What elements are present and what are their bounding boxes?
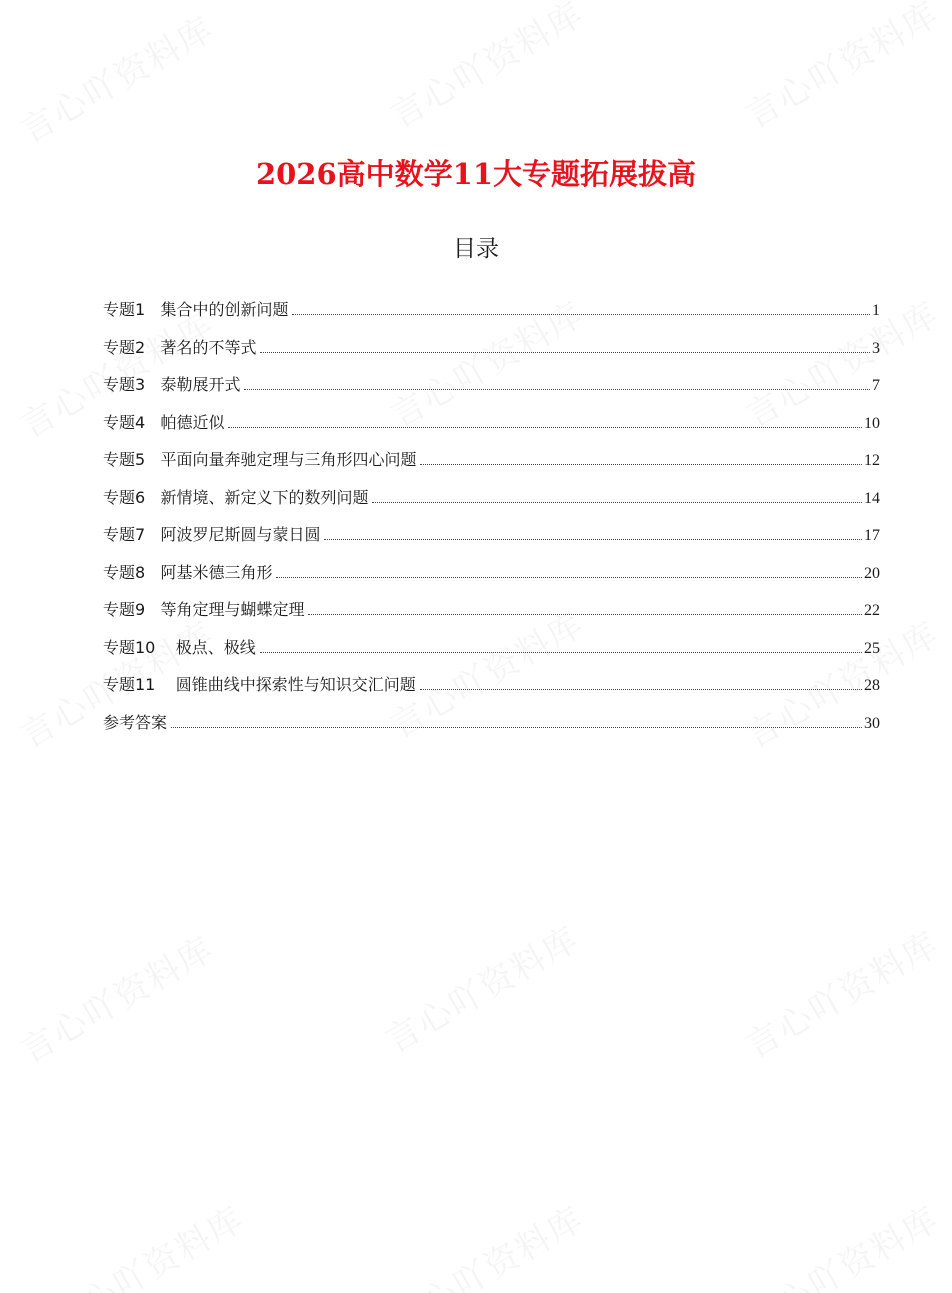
toc-entry[interactable] — [103, 449, 880, 487]
toc-entry-label: 专题10 极点、极线 — [103, 637, 256, 657]
toc-entry[interactable] — [103, 562, 880, 600]
toc-entry-label: 参考答案 — [103, 712, 168, 732]
toc-entry[interactable] — [103, 674, 880, 712]
toc-entry-label: 专题11 圆锥曲线中探索性与知识交汇问题 — [103, 675, 416, 694]
toc-dot-leader — [420, 463, 862, 465]
toc-dot-leader — [171, 726, 862, 728]
toc-dot-leader — [372, 501, 862, 503]
toc-dot-leader — [420, 688, 862, 690]
watermark — [375, 912, 587, 1062]
toc-entry-page: 30 — [864, 714, 880, 732]
watermark — [735, 917, 947, 1067]
toc-entry[interactable] — [103, 599, 880, 637]
watermark — [380, 0, 592, 137]
toc-entry[interactable] — [103, 637, 880, 675]
toc-entry-label: 专题1 集合中的创新问题 — [103, 300, 289, 319]
toc-entry-page: 7 — [872, 377, 880, 394]
toc-entry[interactable] — [103, 524, 880, 562]
watermark — [10, 922, 222, 1072]
watermark — [735, 0, 947, 137]
toc-dot-leader — [324, 538, 862, 540]
toc-entry-label: 专题4 帕德近似 — [103, 412, 225, 432]
toc-entry-page: 20 — [864, 564, 880, 582]
toc-entry-page: 3 — [872, 339, 880, 357]
toc-dot-leader — [276, 576, 862, 578]
toc-entry-label: 专题6 新情境、新定义下的数列问题 — [103, 487, 369, 507]
toc-entry-page: 25 — [864, 639, 880, 657]
toc-dot-leader — [308, 613, 862, 615]
toc-entry[interactable] — [103, 337, 880, 375]
toc-entry[interactable] — [103, 299, 880, 337]
toc-dot-leader — [260, 351, 870, 353]
toc-dot-leader — [292, 313, 870, 315]
toc-entry-page: 17 — [864, 527, 880, 544]
toc-entry-label: 专题5 平面向量奔驰定理与三角形四心问题 — [103, 450, 417, 469]
toc-entry-page: 12 — [864, 452, 880, 469]
toc-dot-leader — [228, 426, 862, 428]
watermark — [40, 1192, 252, 1293]
watermark — [735, 1192, 947, 1293]
toc-entry-page: 28 — [864, 677, 880, 694]
table-of-contents — [103, 299, 880, 749]
toc-entry[interactable] — [103, 412, 880, 450]
document-title: 2026高中数学11大专题拓展拔高 — [255, 157, 697, 191]
toc-entry-label: 专题8 阿基米德三角形 — [103, 562, 273, 582]
watermark — [380, 1192, 592, 1293]
toc-entry-page: 22 — [864, 602, 880, 619]
toc-entry-label: 专题2 著名的不等式 — [103, 337, 257, 357]
watermark — [10, 2, 222, 152]
toc-entry-label: 专题7 阿波罗尼斯圆与蒙日圆 — [103, 525, 321, 544]
toc-entry-answers[interactable] — [103, 712, 880, 750]
toc-entry[interactable] — [103, 374, 880, 412]
toc-entry[interactable] — [103, 487, 880, 525]
toc-dot-leader — [260, 651, 862, 653]
toc-dot-leader — [244, 388, 870, 390]
toc-entry-page: 10 — [864, 414, 880, 432]
toc-heading: 目录 — [453, 236, 499, 262]
toc-entry-label: 专题9 等角定理与蝴蝶定理 — [103, 600, 305, 619]
toc-entry-page: 14 — [864, 489, 880, 507]
toc-entry-page: 1 — [872, 302, 880, 319]
toc-entry-label: 专题3 泰勒展开式 — [103, 375, 241, 394]
